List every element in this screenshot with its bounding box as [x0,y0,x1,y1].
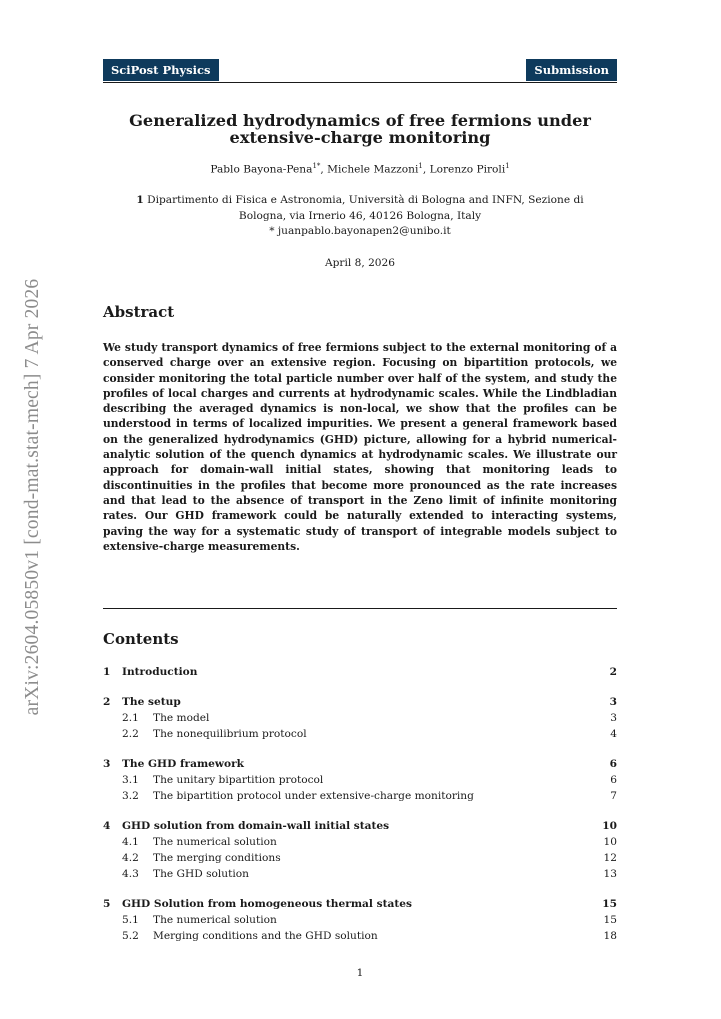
abstract-text: We study transport dynamics of free fermions subject to the external monitoring of a conserved charge over an extensive region. Focusing on bipartition protocols, we consider monitoring the total particle number over half of the system, and study the profiles of local charges and currents at hydrodynamic scales. While the Lindbladian describing the averaged dynamics is non-local, we show that the profiles can be understood in terms of localized impurities. We present a general framework based on the generalized hydrodynamics (GHD) picture, allowing for a hybrid numerical-analytic solution of the quench dynamics at hydrodynamic scales. We illustrate our approach for domain-wall initial states, showing that monitoring leads to discontinuities in the profiles that become more pronounced as the rate increases and that lead to the absence of transport in the Zeno limit of infinite monitoring rates. Our GHD framework could be naturally extended to interacting systems, paving the way for a systematic study of transport of integrable models subject to extensive-charge measurements. [103,341,617,553]
toc-entry-page: 2 [609,666,617,678]
toc-entry-number: 4 [103,820,111,832]
toc-entry[interactable] [103,896,617,912]
submission-badge: Submission [526,59,617,81]
toc-subentry-number: 3.2 [122,790,139,802]
abstract-heading: Abstract [103,303,175,321]
toc-subentry-number: 4.2 [122,852,139,864]
toc-subentry[interactable] [103,866,617,882]
author-list: Pablo Bayona-Pena$^{1*}$, Michele Mazzoni$^1$, Lorenzo Piroli$^1$ [210,162,510,176]
toc-section [103,756,617,804]
section-rule [103,608,617,609]
publication-date: April 8, 2026 [324,257,396,269]
toc-subentry-page: 12 [603,852,617,864]
toc-subentry[interactable] [103,850,617,866]
author-name: Michele Mazzoni [327,163,419,176]
toc-subentry-number: 5.2 [122,930,139,942]
page-header [103,59,617,83]
affiliation-line-2: Bologna, via Irnerio 46, 40126 Bologna, Italy [238,209,482,222]
toc-subentry-title: The nonequilibrium protocol [153,728,307,740]
author-affiliation-mark: 1* [312,162,321,170]
table-of-contents [103,664,617,944]
toc-subentry-title: The unitary bipartition protocol [153,774,324,786]
toc-subentry-page: 7 [610,790,617,802]
toc-entry-title: The setup [122,696,181,708]
affiliation-line-1: Dipartimento di Fisica e Astronomia, Università di Bologna and INFN, Sezione di [147,194,584,206]
toc-subentry-page: 15 [603,914,617,926]
toc-section [103,694,617,742]
toc-subentry-page: 3 [610,712,617,724]
toc-subentry-page: 6 [610,774,617,786]
toc-subentry-number: 4.3 [122,868,139,880]
toc-subentry[interactable] [103,772,617,788]
toc-entry-number: 5 [103,898,111,910]
toc-entry-number: 3 [103,758,111,770]
toc-subentry-title: The bipartition protocol under extensive-charge monitoring [153,790,474,802]
toc-subentry-page: 10 [603,836,617,848]
toc-entry[interactable] [103,756,617,772]
toc-entry-page: 6 [609,758,617,770]
arxiv-identifier: arXiv:2604.05850v1 [cond-mat.stat-mech] 7 Apr 2026 [22,278,43,716]
toc-subentry-page: 18 [603,930,617,942]
paper-title-line-2: extensive-charge monitoring [229,128,491,147]
toc-entry[interactable] [103,694,617,710]
toc-entry[interactable] [103,818,617,834]
toc-subentry[interactable] [103,710,617,726]
toc-subentry-title: The model [153,712,210,724]
toc-entry-title: GHD Solution from homogeneous thermal states [122,898,412,910]
toc-subentry[interactable] [103,726,617,742]
toc-entry-number: 1 [103,666,111,678]
toc-entry-page: 10 [602,820,617,832]
paper-title-line-1: Generalized hydrodynamics of free fermions under [129,111,591,130]
toc-subentry[interactable] [103,928,617,944]
toc-section [103,896,617,944]
toc-subentry-title: Merging conditions and the GHD solution [153,930,378,942]
toc-entry-page: 15 [602,898,617,910]
toc-subentry-number: 2.2 [122,728,139,740]
toc-entry-title: GHD solution from domain-wall initial states [122,820,390,832]
toc-subentry-number: 2.1 [122,712,139,724]
toc-subentry[interactable] [103,788,617,804]
toc-entry-title: The GHD framework [122,758,245,770]
toc-subentry-title: The numerical solution [153,836,277,848]
toc-entry[interactable] [103,664,617,680]
toc-entry-title: Introduction [122,666,198,678]
affiliation-number: 1 [136,194,144,206]
contents-heading: Contents [103,630,179,648]
toc-subentry-page: 4 [610,728,617,740]
toc-section [103,818,617,882]
toc-entry-page: 3 [609,696,617,708]
toc-subentry[interactable] [103,834,617,850]
toc-entry-number: 2 [103,696,111,708]
author-name: Pablo Bayona-Pena [210,163,313,176]
toc-subentry-number: 4.1 [122,836,139,848]
toc-subentry[interactable] [103,912,617,928]
page-number: 1 [356,967,364,979]
toc-section [103,664,617,680]
author-affiliation-mark: 1 [505,162,510,170]
toc-subentry-number: 5.1 [122,914,139,926]
author-name: Lorenzo Piroli [429,163,506,176]
affiliation-block [103,193,617,240]
journal-badge: SciPost Physics [103,59,219,81]
toc-subentry-title: The GHD solution [153,868,249,880]
paper-title [103,112,617,146]
corresponding-email[interactable]: * juanpablo.bayonapen2@unibo.it [269,225,451,237]
toc-subentry-number: 3.1 [122,774,139,786]
toc-subentry-title: The numerical solution [153,914,277,926]
author-affiliation-mark: 1 [418,162,423,170]
toc-subentry-title: The merging conditions [153,852,281,864]
toc-subentry-page: 13 [603,868,617,880]
header-rule [103,82,617,84]
